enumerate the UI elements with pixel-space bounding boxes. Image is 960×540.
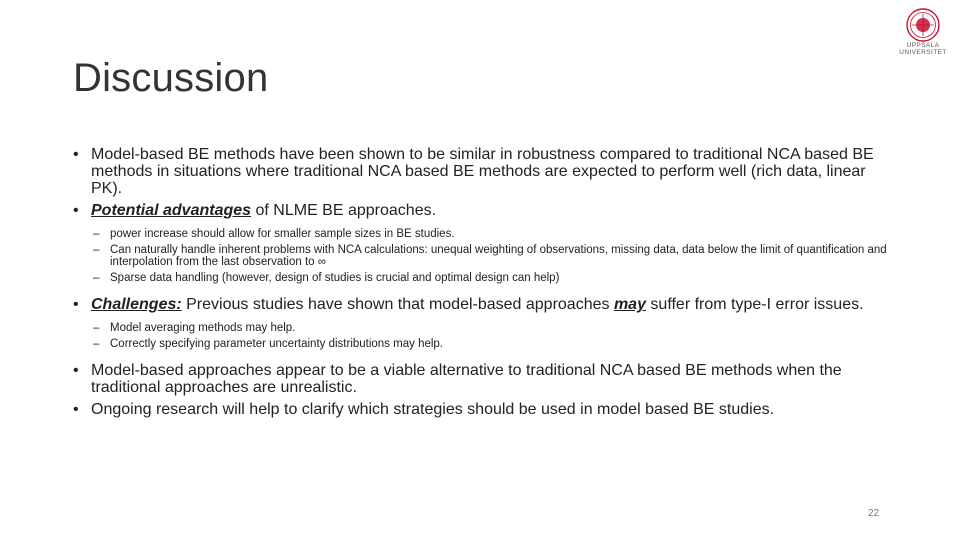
university-logo: [893, 8, 953, 66]
bullet-advantages: [73, 202, 893, 219]
dash-marker: –: [93, 272, 100, 284]
bullet-marker: •: [73, 202, 79, 219]
challenges-sublist: [73, 322, 893, 350]
bullet-text: Model-based approaches appear to be a viable alternative to traditional NCA based BE methods when the traditional approaches are unrealistic.: [91, 362, 842, 396]
bullet-text-end: suffer from type-I error issues.: [645, 296, 864, 313]
dash-marker: –: [93, 338, 100, 350]
bullet-alternative: [73, 362, 893, 396]
bullet-text: of NLME BE approaches.: [251, 202, 437, 219]
bullet-text: Ongoing research will help to clarify which strategies should be used in model based BE studies.: [91, 401, 775, 418]
advantages-sublist: [73, 228, 893, 284]
logo-text-line1: UPPSALA: [906, 42, 940, 49]
sub-bullet-text: Correctly specifying parameter uncertainty distributions may help.: [110, 338, 444, 350]
bullet-ongoing-research: [73, 401, 893, 418]
bullet-marker: •: [73, 296, 79, 313]
sub-bullet: [73, 272, 893, 284]
sub-bullet: [73, 244, 893, 268]
sub-bullet-text: Can naturally handle inherent problems with NCA calculations: unequal weighting of observations, missing data, data below the limit of quantification and interpolation from the last observation to ∞: [110, 244, 887, 268]
emphasis-text: Potential advantages: [91, 202, 252, 219]
sub-bullet-text: power increase should allow for smaller sample sizes in BE studies.: [110, 228, 455, 240]
university-seal-icon: [906, 8, 940, 42]
emphasis-may: may: [613, 296, 646, 313]
page-number: 22: [868, 508, 880, 519]
dash-marker: –: [93, 244, 100, 256]
logo-text-line2: UNIVERSITET: [899, 49, 947, 56]
dash-marker: –: [93, 322, 100, 334]
sub-bullet: [73, 228, 893, 240]
bullet-marker: •: [73, 146, 79, 163]
bullet-text: Model-based BE methods have been shown to be similar in robustness compared to traditional NCA based BE methods in situations where traditional NCA based BE methods are expected to perform well (rich data, linear PK).: [91, 146, 874, 197]
sub-bullet: [73, 338, 893, 350]
bullet-challenges: [73, 296, 893, 313]
emphasis-text: Challenges:: [91, 296, 182, 313]
sub-bullet-text: Sparse data handling (however, design of studies is crucial and optimal design can help): [110, 272, 560, 284]
bullet-text: Previous studies have shown that model-based approaches: [181, 296, 614, 313]
sub-bullet: [73, 322, 893, 334]
slide-content: [73, 146, 893, 423]
sub-bullet-text: Model averaging methods may help.: [110, 322, 296, 334]
bullet-robustness: [73, 146, 893, 197]
slide-title: Discussion: [73, 56, 269, 100]
bullet-marker: •: [73, 362, 79, 379]
bullet-marker: •: [73, 401, 79, 418]
dash-marker: –: [93, 228, 100, 240]
